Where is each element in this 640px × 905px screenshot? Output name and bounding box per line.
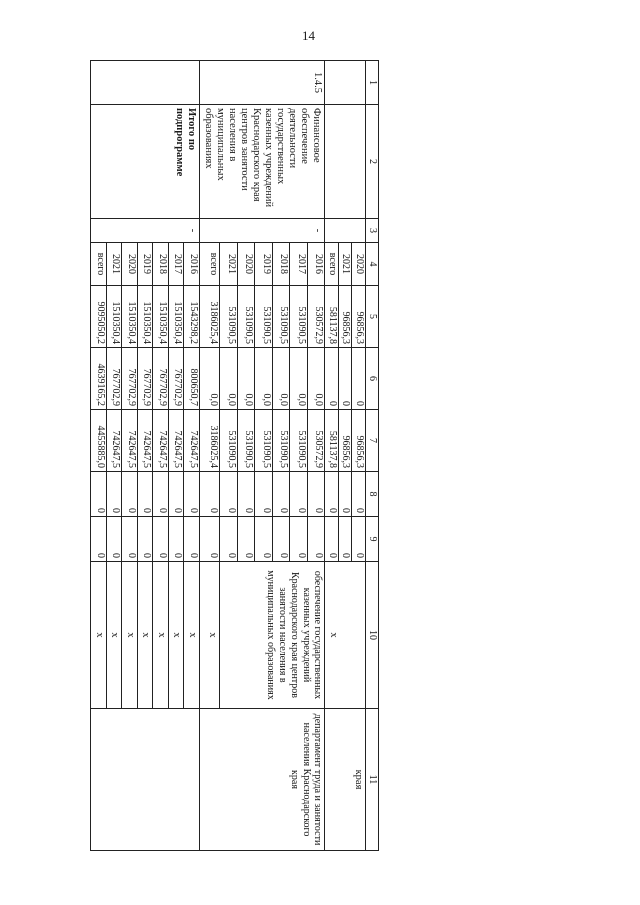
regional-cell: 531090,5 <box>272 410 290 472</box>
regional-cell: 742647,5 <box>137 410 153 472</box>
federal-cell: 0 <box>352 348 366 410</box>
column-number: 10 <box>366 562 379 709</box>
total-cell: 1510350,4 <box>168 286 184 348</box>
column-number: 2 <box>366 105 379 219</box>
column-number: 5 <box>366 286 379 348</box>
executor-cell: департамент труда и занятости населения Краснодарского края <box>199 709 325 851</box>
total-cell: 3186025,4 <box>199 286 219 348</box>
year-cell: всего <box>325 243 339 286</box>
result-cell: x <box>137 562 153 709</box>
year-cell: 2021 <box>339 243 353 286</box>
result-cell: x <box>184 562 200 709</box>
year-cell: 2021 <box>220 243 238 286</box>
regional-cell: 531090,5 <box>290 410 308 472</box>
program-table <box>90 60 379 851</box>
federal-cell: 767702,9 <box>122 348 138 410</box>
other-cell: 0 <box>290 517 308 562</box>
rotated-table-frame <box>93 60 379 850</box>
local-cell: 0 <box>122 472 138 517</box>
other-cell: 0 <box>168 517 184 562</box>
page-number: 14 <box>302 28 315 43</box>
other-cell: 0 <box>272 517 290 562</box>
total-cell: 530572,9 <box>307 286 325 348</box>
federal-cell: 767702,9 <box>168 348 184 410</box>
table-row <box>184 61 200 851</box>
federal-cell: 0,0 <box>220 348 238 410</box>
result-cell: x <box>91 562 107 709</box>
year-cell: 2017 <box>290 243 308 286</box>
result-cell: x <box>325 562 366 709</box>
year-cell: 2018 <box>153 243 169 286</box>
other-cell: 0 <box>153 517 169 562</box>
regional-cell: 4455885,0 <box>91 410 107 472</box>
total-cell: 531090,5 <box>237 286 255 348</box>
local-cell: 0 <box>137 472 153 517</box>
regional-cell: 742647,5 <box>122 410 138 472</box>
local-cell: 0 <box>153 472 169 517</box>
local-cell: 0 <box>352 472 366 517</box>
regional-cell: 742647,5 <box>168 410 184 472</box>
other-cell: 0 <box>325 517 339 562</box>
other-cell: 0 <box>184 517 200 562</box>
column-number-row <box>366 61 379 851</box>
year-cell: 2016 <box>184 243 200 286</box>
column-number: 7 <box>366 410 379 472</box>
year-cell: 2018 <box>272 243 290 286</box>
local-cell: 0 <box>290 472 308 517</box>
result-cell: x <box>199 562 219 709</box>
total-cell: 1510350,4 <box>122 286 138 348</box>
federal-cell: 0,0 <box>290 348 308 410</box>
column-number: 4 <box>366 243 379 286</box>
federal-cell: 767702,9 <box>137 348 153 410</box>
total-cell: 9095050,2 <box>91 286 107 348</box>
rotated-table <box>93 60 379 850</box>
other-cell: 0 <box>106 517 122 562</box>
federal-cell: 0 <box>325 348 339 410</box>
column-number: 9 <box>366 517 379 562</box>
other-cell: 0 <box>220 517 238 562</box>
federal-cell: 0,0 <box>199 348 219 410</box>
other-cell: 0 <box>339 517 353 562</box>
row-name-cell: Итого по подпрограмме <box>91 105 200 219</box>
regional-cell: 742647,5 <box>184 410 200 472</box>
federal-cell: 0,0 <box>307 348 325 410</box>
year-cell: 2019 <box>255 243 273 286</box>
regional-cell: 3186025,4 <box>199 410 219 472</box>
column-number: 8 <box>366 472 379 517</box>
local-cell: 0 <box>168 472 184 517</box>
total-cell: 531090,5 <box>255 286 273 348</box>
total-cell: 531090,5 <box>272 286 290 348</box>
year-cell: всего <box>199 243 219 286</box>
row-name-cell: Финансовое обеспечение деятельности государственных казенных учреждений Краснодарского края центров занятости населения в муниципальных образованиях <box>199 105 325 219</box>
federal-cell: 800650,7 <box>184 348 200 410</box>
column-number: 3 <box>366 219 379 243</box>
row-status-cell <box>325 219 366 243</box>
result-cell: обеспечение государственных казенных учреждений Краснодарского края центров занятости населения в муниципальных образованиях <box>220 562 325 709</box>
local-cell: 0 <box>106 472 122 517</box>
year-cell: 2016 <box>307 243 325 286</box>
regional-cell: 581137,8 <box>325 410 339 472</box>
result-cell: x <box>106 562 122 709</box>
total-cell: 1510350,4 <box>106 286 122 348</box>
other-cell: 0 <box>91 517 107 562</box>
year-cell: 2019 <box>137 243 153 286</box>
local-cell: 0 <box>272 472 290 517</box>
regional-cell: 96856,3 <box>352 410 366 472</box>
other-cell: 0 <box>352 517 366 562</box>
row-status-cell: - <box>199 219 325 243</box>
year-cell: 2021 <box>106 243 122 286</box>
federal-cell: 767702,9 <box>106 348 122 410</box>
regional-cell: 530572,9 <box>307 410 325 472</box>
result-cell: x <box>122 562 138 709</box>
row-number-cell: 1.4.5 <box>199 61 325 105</box>
total-cell: 1543298,2 <box>184 286 200 348</box>
row-status-cell: - <box>91 219 200 243</box>
column-number: 6 <box>366 348 379 410</box>
regional-cell: 531090,5 <box>237 410 255 472</box>
column-number: 1 <box>366 61 379 105</box>
total-cell: 1510350,4 <box>137 286 153 348</box>
federal-cell: 0,0 <box>255 348 273 410</box>
row-number-cell <box>325 61 366 105</box>
regional-cell: 96856,3 <box>339 410 353 472</box>
executor-cell: края <box>325 709 366 851</box>
result-cell: x <box>168 562 184 709</box>
other-cell: 0 <box>307 517 325 562</box>
federal-cell: 4639165,2 <box>91 348 107 410</box>
total-cell: 96856,3 <box>339 286 353 348</box>
local-cell: 0 <box>220 472 238 517</box>
total-cell: 96856,3 <box>352 286 366 348</box>
federal-cell: 767702,9 <box>153 348 169 410</box>
total-cell: 531090,5 <box>290 286 308 348</box>
column-number: 11 <box>366 709 379 851</box>
other-cell: 0 <box>137 517 153 562</box>
regional-cell: 531090,5 <box>255 410 273 472</box>
total-cell: 581137,8 <box>325 286 339 348</box>
total-cell: 531090,5 <box>220 286 238 348</box>
local-cell: 0 <box>184 472 200 517</box>
year-cell: 2020 <box>237 243 255 286</box>
local-cell: 0 <box>307 472 325 517</box>
local-cell: 0 <box>199 472 219 517</box>
federal-cell: 0,0 <box>272 348 290 410</box>
local-cell: 0 <box>91 472 107 517</box>
other-cell: 0 <box>237 517 255 562</box>
regional-cell: 742647,5 <box>153 410 169 472</box>
year-cell: 2020 <box>122 243 138 286</box>
local-cell: 0 <box>339 472 353 517</box>
year-cell: 2020 <box>352 243 366 286</box>
local-cell: 0 <box>255 472 273 517</box>
local-cell: 0 <box>325 472 339 517</box>
local-cell: 0 <box>237 472 255 517</box>
regional-cell: 742647,5 <box>106 410 122 472</box>
total-cell: 1510350,4 <box>153 286 169 348</box>
federal-cell: 0 <box>339 348 353 410</box>
row-number-cell <box>91 61 200 105</box>
other-cell: 0 <box>255 517 273 562</box>
executor-cell <box>91 709 200 851</box>
year-cell: 2017 <box>168 243 184 286</box>
row-name-cell <box>325 105 366 219</box>
regional-cell: 531090,5 <box>220 410 238 472</box>
other-cell: 0 <box>199 517 219 562</box>
table-row <box>352 61 366 851</box>
result-cell: x <box>153 562 169 709</box>
table-row <box>307 61 325 851</box>
federal-cell: 0,0 <box>237 348 255 410</box>
other-cell: 0 <box>122 517 138 562</box>
year-cell: всего <box>91 243 107 286</box>
